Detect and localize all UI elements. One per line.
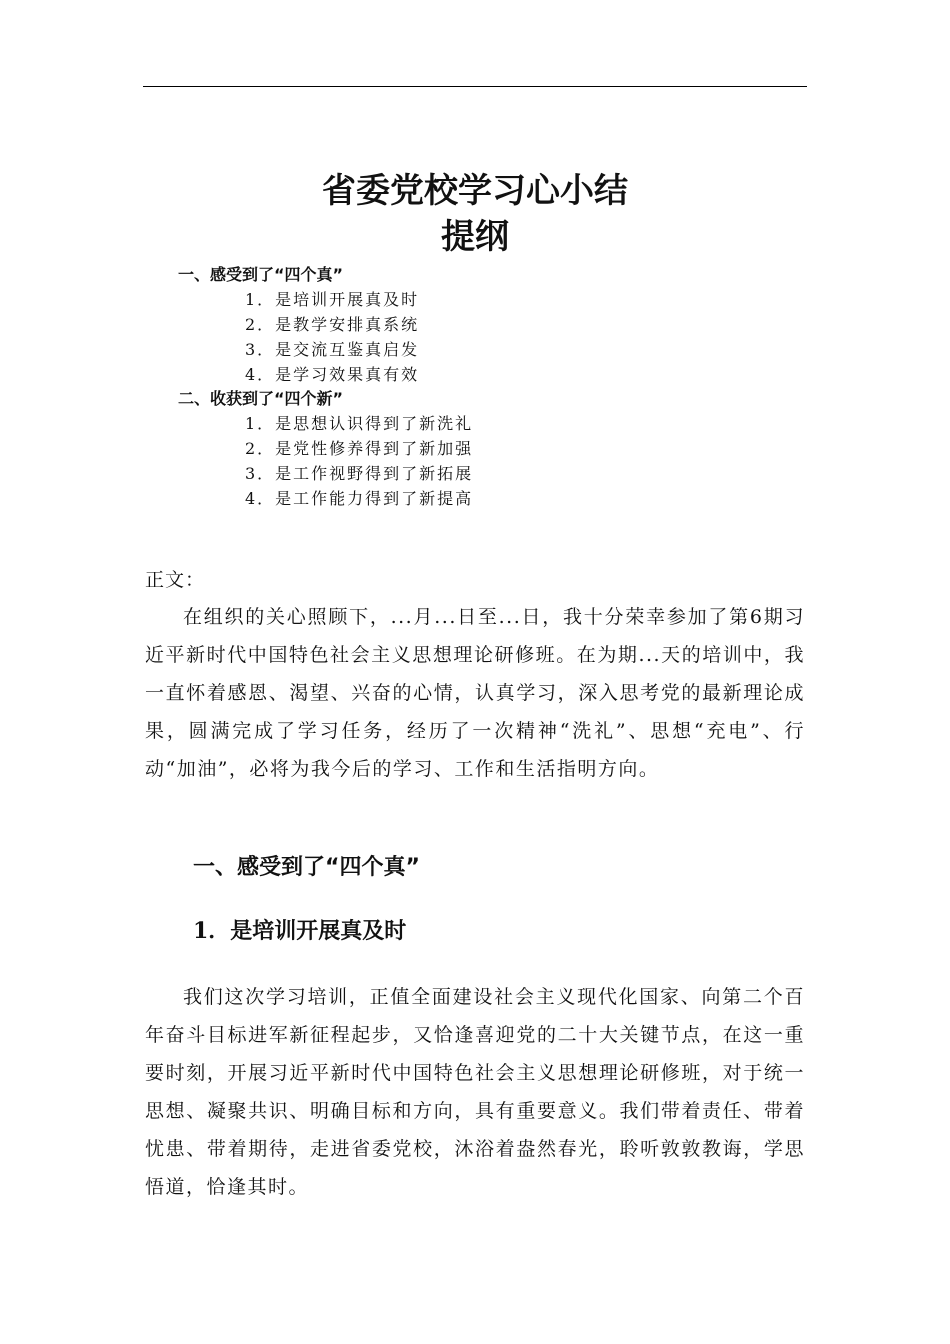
outline-item: 4．是工作能力得到了新提高 xyxy=(245,489,474,508)
outline-item: 1．是培训开展真及时 xyxy=(245,290,420,309)
intro-paragraph: 在组织的关心照顾下，...月...日至...日，我十分荣幸参加了第6期习近平新时代中国特色社会主义思想理论研修班。在为期...天的培训中，我一直怀着感恩、渴望、兴奋的心情，认真学习，深入思考党的最新理论成果，圆满完成了学习任务，经历了一次精神“洗礼”、思想“充电”、行动“加油”，必将为我今后的学习、工作和生活指明方向。 xyxy=(145,606,805,780)
document-title: 省委党校学习心小结 xyxy=(322,171,628,211)
outline-item: 2．是党性修养得到了新加强 xyxy=(245,439,474,458)
outline-item: 3．是工作视野得到了新拓展 xyxy=(245,464,474,483)
outline-heading-2: 二、收获到了“四个新” xyxy=(178,389,344,408)
section-heading: 一、感受到了“四个真” xyxy=(193,855,420,880)
outline-item: 3．是交流互鉴真启发 xyxy=(245,340,420,359)
body-label: 正文： xyxy=(145,569,206,591)
outline-item: 4．是学习效果真有效 xyxy=(245,365,420,384)
header-rule xyxy=(143,86,807,87)
subsection-heading: 1．是培训开展真及时 xyxy=(193,918,407,944)
subsection-paragraph: 我们这次学习培训，正值全面建设社会主义现代化国家、向第二个百年奋斗目标进军新征程起步，又恰逢喜迎党的二十大关键节点，在这一重要时刻，开展习近平新时代中国特色社会主义思想理论研修班，对于统一思想、凝聚共识、明确目标和方向，具有重要意义。我们带着责任、带着忧患、带着期待，走进省委党校，沐浴着盎然春光，聆听敦敦教诲，学思悟道，恰逢其时。 xyxy=(145,986,805,1198)
document-subtitle: 提纲 xyxy=(441,217,509,257)
outline-heading-1: 一、感受到了“四个真” xyxy=(178,265,344,284)
outline-item: 1．是思想认识得到了新洗礼 xyxy=(245,414,474,433)
outline-item: 2．是教学安排真系统 xyxy=(245,315,420,334)
